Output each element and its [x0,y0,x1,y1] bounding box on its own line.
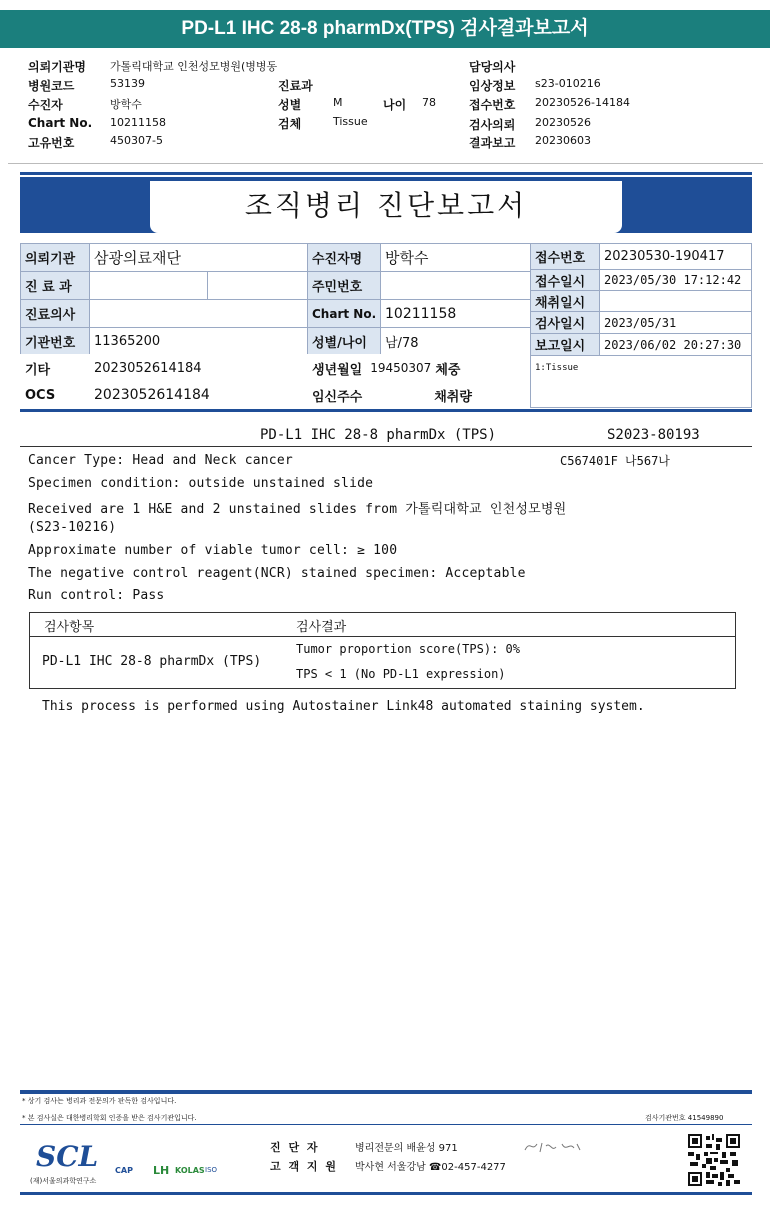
age-label: 나이 [383,98,407,112]
footer-note-2: * 본 검사실은 대한병리학회 인증을 받은 검사기관입니다. [22,1114,197,1122]
patient-value: 방학수 [110,98,142,111]
scl-logo-subtitle: (재)서울의과학연구소 [30,1177,97,1185]
signature-icon [522,1138,584,1156]
birth-row [307,354,531,382]
etc-value: 2023052614184 [89,354,308,382]
footer-mid-rule [20,1124,752,1125]
test-header-rule [20,446,752,447]
chart-no-value: 10211158 [380,299,531,328]
patient-name-label: 수진자명 [307,243,381,272]
ocs-label: OCS [20,381,90,409]
sex-value: M [333,96,343,109]
report-date-label: 보고일시 [530,333,600,356]
body-line: Specimen condition: outside unstained slide [28,476,374,491]
result-table-divider [30,636,735,637]
body-line: The negative control reagent(NCR) stained specimen: Acceptable [28,566,526,581]
result-col-result: 검사결과 [296,620,347,635]
result-col-item: 검사항목 [44,620,95,635]
birth-label: 생년월일 [312,362,363,378]
exam-date-label: 검사일시 [530,311,600,334]
id-value: 450307-5 [110,134,163,147]
customer-support-value: 박사현 서울강남 ☎02-457-4277 [355,1162,506,1173]
result-table [29,612,736,689]
receipt-label: 접수번호 [469,98,516,112]
specimen-label: 검체 [278,117,302,131]
sexage-label: 성별/나이 [307,327,381,355]
specimen-value: Tissue [333,115,368,128]
sex-label: 성별 [278,98,302,112]
receipt-value: 20230526-14184 [535,96,630,109]
doctor-label: 담당의사 [469,60,516,74]
receipt-date-value: 2023/05/30 17:12:42 [599,269,752,291]
birth-value: 19450307 [370,361,432,375]
body-line: (S23-10216) [28,520,117,535]
sexage-value: 남/78 [380,327,531,355]
qr-code-icon [688,1134,740,1186]
ocs-value: 2023052614184 [89,381,308,409]
etc-label: 기타 [20,354,90,382]
lh-logo: LH [153,1164,170,1177]
specimen-box [530,355,752,408]
dept-extra-cell [207,271,308,300]
patient-label: 수진자 [28,98,63,112]
header-title: PD-L1 IHC 28-8 pharmDx(TPS) 검사결과보고서 [0,10,770,48]
cap-logo: CAP [115,1166,133,1175]
collect-date-label: 채취일시 [530,290,600,312]
report-top-rule [20,172,752,175]
collect-amount-label: 채취량 [434,389,472,405]
preg-label: 임신주수 [312,389,363,405]
inst-label: 의뢰기관 [20,243,90,272]
block-number: C567401F 나567나 [560,454,670,468]
doctor-value-cell [89,299,308,328]
chart-label: Chart No. [28,116,93,130]
kolas-logo: KOLAS [175,1166,205,1175]
chart-value: 10211158 [110,116,166,129]
dept-label: 진료과 [278,79,313,93]
body-line: Run control: Pass [28,588,165,603]
diagnosis-value: 병리전문의 배윤성 971 [355,1143,458,1154]
result-tps-score: Tumor proportion score(TPS): 0% [296,642,520,656]
preg-row [307,381,531,409]
inst-value: 삼광의료재단 [89,243,308,272]
hospital-code-label: 병원코드 [28,79,75,93]
request-value: 20230526 [535,116,591,129]
agency-number: 검사기관번호 41549890 [645,1114,724,1122]
footer-note-1: * 상기 검사는 병리과 전문의가 판독한 검사입니다. [22,1097,177,1105]
specimen-item: 1:Tissue [535,363,579,373]
clinical-value: s23-010216 [535,77,601,90]
report-label: 결과보고 [469,136,516,150]
dept-value-cell [89,271,208,300]
receipt-no-label: 접수번호 [530,243,600,270]
receipt-date-label: 접수일시 [530,269,600,291]
hospital-code-value: 53139 [110,77,145,90]
rrn-value [380,271,531,300]
doctor-label-cell: 진료의사 [20,299,90,328]
dept-label-cell: 진 료 과 [20,271,90,300]
request-label: 검사의뢰 [469,118,516,132]
customer-support-label: 고 객 지 원 [270,1160,338,1173]
process-note: This process is performed using Autostainer Link48 automated staining system. [42,699,645,714]
report-value: 20230603 [535,134,591,147]
grid-bottom-rule [20,409,752,412]
code-label: 기관번호 [20,327,90,355]
iso-logo: ISO [205,1166,218,1174]
header-divider [8,163,763,164]
footer-top-rule [20,1090,752,1094]
id-label: 고유번호 [28,136,75,150]
result-item-name: PD-L1 IHC 28-8 pharmDx (TPS) [42,654,262,669]
weight-label: 체중 [435,362,461,378]
scl-logo: SCL [36,1140,99,1173]
chart-no-label: Chart No. [307,299,381,328]
institution-value: 가톨릭대학교 인천성모병원(병병동 [110,60,278,73]
exam-date-value: 2023/05/31 [599,311,752,334]
age-value: 78 [422,96,436,109]
report-title: 조직병리 진단보고서 [150,181,622,233]
patient-name-value: 방학수 [380,243,531,272]
collect-date-value [599,290,752,312]
case-number: S2023-80193 [607,427,700,443]
footer-bottom-rule [20,1192,752,1195]
code-value: 11365200 [89,327,308,355]
rrn-label: 주민번호 [307,271,381,300]
body-line: Cancer Type: Head and Neck cancer [28,453,293,468]
receipt-no-value: 20230530-190417 [599,243,752,270]
certification-logos [115,1162,225,1184]
test-name: PD-L1 IHC 28-8 pharmDx (TPS) [260,427,497,443]
body-line: Approximate number of viable tumor cell: ≥ 100 [28,543,398,558]
diagnosis-label: 진 단 자 [270,1141,320,1154]
result-tps-interpretation: TPS < 1 (No PD-L1 expression) [296,667,506,681]
body-line: Received are 1 H&E and 2 unstained slides from 가톨릭대학교 인천성모병원 [28,502,567,517]
institution-label: 의뢰기관명 [28,60,86,74]
clinical-label: 임상정보 [469,79,516,93]
report-date-value: 2023/06/02 20:27:30 [599,333,752,356]
